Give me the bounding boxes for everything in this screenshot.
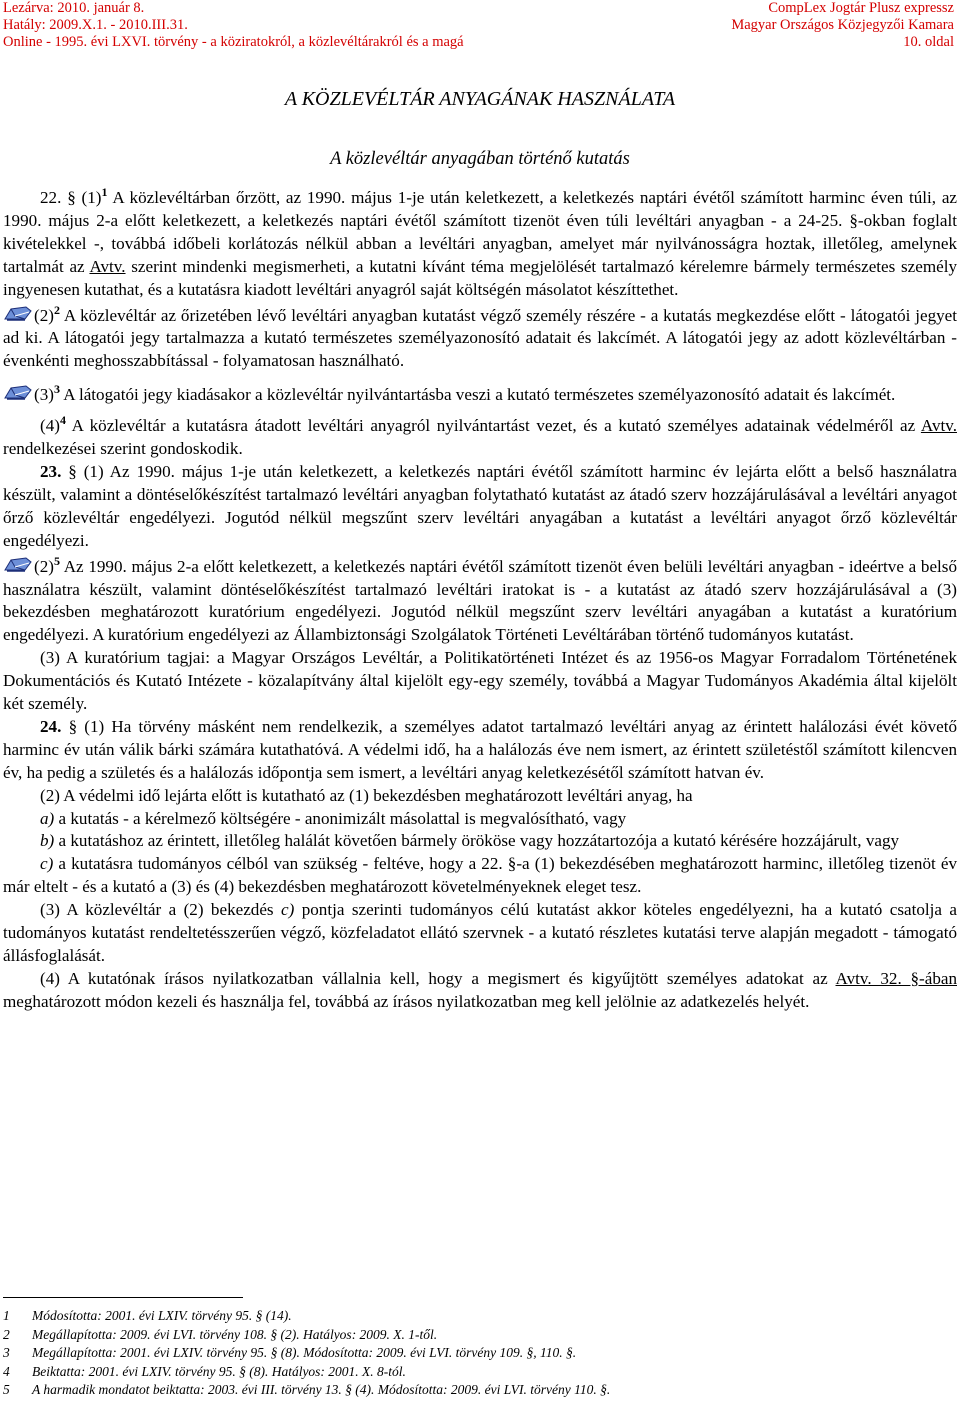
s24-paragraph-4: (4) A kutatónak írásos nyilatkozatban vállalnia kell, hogy a megismert és kigyűjtött személyes adatokat az Avtv. 32. §-ában meghatározott módon kezeli és használja fel, továbbá az írásos nyilatkozatban meg kell jelölnie az adatkezelés helyét. bbox=[3, 968, 957, 1011]
section-sign: § bbox=[67, 188, 76, 207]
s24-paragraph-3: (3) A közlevéltár a (2) bekezdés c) pontja szerinti tudományos célú kutatást akkor köteles engedélyezni, ha a kutató csatolja a tudományos kutatást rendeltetésszerűen végző, közfeladatot ellátó szervnek - a kutató részletes kutatási terve alapján megadott - támogató állásfoglalását. bbox=[3, 900, 957, 965]
lock-date: Lezárva: 2010. január 8. bbox=[3, 0, 145, 16]
s22-paragraph-3: $(3)^3$ A látogatói jegy kiadásakor a közlevéltár nyilvántartásba veszi a kutató természetes személyazonosító adatait és lakcímét. bbox=[3, 384, 957, 407]
product-name: CompLex Jogtár Plusz expressz bbox=[768, 0, 954, 16]
s24-paragraph-1: 24. § (1) Ha törvény másként nem rendelkezik, a személyes adatot tartalmazó levéltári anyag az érintett halálozási évét követő harminc év után válik bárki számára kutathatóvá. A védelmi idő, ha a halálozás éve nem ismert, az érintett születéstől számított kilencven év, ha pedig a születés és a halálozás időpontja sem ismert, a levéltári anyag keletkezésétől számított hatvan év. bbox=[3, 716, 957, 782]
s24-point-b: b) a kutatáshoz az érintett, illetőleg halálát követően bármely örököse vagy hozzátartozója a kutató kérésére hozzájárult, vagy bbox=[40, 831, 900, 851]
document-link-icon[interactable] bbox=[3, 385, 33, 401]
document-source: Online - 1995. évi LXVI. törvény - a köziratokról, a közlevéltárakról és a magá bbox=[3, 34, 464, 50]
footnote-ref-1[interactable]: 1 bbox=[101, 185, 108, 199]
footnote-ref-5[interactable]: 5 bbox=[53, 553, 60, 568]
footnote-3: 3 Megállapította: 2001. évi LXIV. törvény 95. § (8). Módosította: 2009. évi LVI. törvény 109. §, 110. §. bbox=[3, 1345, 577, 1360]
s22-paragraph-4: $(4)^4$ A közlevéltár a kutatásra átadott levéltári anyagról nyilvántartást vezet, és a kutató személyes adatainak védelméről az Avtv. rendelkezései szerint gondoskodik. bbox=[3, 413, 957, 459]
document-link-icon[interactable] bbox=[3, 557, 33, 573]
footnote-divider bbox=[3, 1297, 243, 1298]
section-subtitle: A közlevéltár anyagában történő kutatás bbox=[330, 149, 630, 169]
page-number: 10. oldal bbox=[903, 34, 954, 50]
page-header bbox=[0, 0, 960, 58]
chapter-title: A KÖZLEVÉLTÁR ANYAGÁNAK HASZNÁLATA bbox=[284, 88, 676, 110]
s23-paragraph-2: $(2)^5$ Az 1990. május 2-a előtt keletkezett, a keletkezés naptári évétől számított tizenöt éven belüli levéltári anyagban - ideértve a belső használatra készült, valamint döntéselőkészítést tartalmazó levéltári iratokat is - a kutatást az átadó szerv hozzájárulásával a (3) bekezdésben meghatározott kuratórium engedélyezi. Jogutód nélkül megszűnt szerv levéltári anyagában a kutatást a kuratórium engedélyezi. A kuratórium engedélyezi az Állambiztonsági Szolgálatok Történeti Levéltárában történő tudományos kutatást. bbox=[3, 553, 957, 645]
avtv-32-link[interactable]: Avtv. 32. §-ában bbox=[835, 968, 957, 988]
section-sign: § bbox=[849, 210, 858, 230]
footnote-5: 5 A harmadik mondatot beiktatta: 2003. évi III. törvény 13. § (4). Módosította: 2009. évi LVI. törvény 110. §. bbox=[3, 1382, 611, 1397]
avtv-link[interactable]: Avtv. bbox=[89, 256, 126, 276]
footnote-ref-2[interactable]: 2 bbox=[53, 302, 60, 317]
s24-number: 24. bbox=[40, 716, 62, 736]
footnote-4: 4 Beiktatta: 2001. évi LXIV. törvény 95. § (8). Hatályos: 2001. X. 8-tól. bbox=[3, 1363, 406, 1379]
section-sign: § bbox=[68, 716, 78, 736]
s24-point-c: c) a kutatásra tudományos célból van szükség - feltéve, hogy a 22. §-a (1) bekezdésében meghatározott harminc, illetőleg tizenöt év már eltelt - és a kutató a (3) és (4) bekezdésben meghatározott követelményeknek eleget tesz. bbox=[3, 854, 957, 897]
footnote-2: 2 Megállapította: 2009. évi LVI. törvény 108. § (2). Hatályos: 2009. X. 1-től. bbox=[3, 1326, 438, 1342]
s22-paragraph-1: 22. § $(1)^1$ A közlevéltárban őrzött, az 1990. május 1-je után keletkezett, a keletkezés naptári évétől számított harminc éven túli, az 1990. május 2-a előtt keletkezett, a keletkezés naptári évétől számított tizenöt éven túli levéltári anyagban - a 24-25. §-okban foglalt kivételekkel -, továbbá időbeli korlátozás nélkül abban a levéltári anyagban, amelyet már nyilvánosságra hoztak, illetőleg, amelynek tartalmát az Avtv. szerint mindenki megismerheti, a kutatni kívánt téma megjelölését tartalmazó kérelemre bármely természetes személy ingyenesen kutathat, és a kutatásra kiadott levéltári anyagról saját költségén másolatot készíttethet. bbox=[3, 185, 958, 299]
footnote-ref-4[interactable]: 4 bbox=[59, 413, 66, 428]
s24-paragraph-2: (2) A védelmi idő lejárta előtt is kutatható az (1) bekezdésben meghatározott levéltári anyag, ha bbox=[40, 785, 693, 805]
document-body bbox=[3, 86, 957, 1014]
section-sign: § bbox=[68, 461, 77, 481]
footnotes bbox=[3, 1297, 953, 1400]
document-link-icon[interactable] bbox=[3, 306, 33, 322]
avtv-link[interactable]: Avtv. bbox=[920, 416, 957, 436]
s23-paragraph-1: 23. § (1) Az 1990. május 1-je után keletkezett, a keletkezés naptári évétől számított harminc év lejárta előtt a belső használatra készült, valamint a döntéselőkészítést tartalmazó levéltári anyagban folytatható kutatást az átadó szerv hozzájárulásával a levéltári anyagot őrző közlevéltár engedélyezi. Jogutód nélkül megszűnt szerv levéltári anyagában a kutatást a levéltári anyagot őrző közlevéltár engedélyezi. bbox=[3, 461, 957, 550]
footnote-ref-3[interactable]: 3 bbox=[53, 382, 60, 397]
s22-number: 22. bbox=[40, 188, 62, 207]
s24-point-a: a) a kutatás - a kérelmező költségére - anonimizált másolattal is megvalósítható, vagy bbox=[40, 808, 627, 828]
validity-range: Hatály: 2009.X.1. - 2010.III.31. bbox=[3, 17, 188, 33]
publisher-name: Magyar Országos Közjegyzői Kamara bbox=[731, 17, 954, 33]
section-sign: § bbox=[507, 854, 517, 874]
footnote-1: 1 Módosította: 2001. évi LXIV. törvény 95. § (14). bbox=[3, 1308, 292, 1323]
s23-paragraph-3: (3) A kuratórium tagjai: a Magyar Országos Levéltár, a Politikatörténeti Intézet és az 1956-os Magyar Forradalom Történetének Dokumentációs és Kutató Intézete - közalapítvány által kijelölt egy-egy személy, továbbá a Magyar Tudományos Akadémia által kijelölt két személy. bbox=[3, 648, 957, 714]
s22-paragraph-2: $(2)^2$ A közlevéltár az őrizetében lévő levéltári anyagban kutatást végző személy részére - a kutatás megkezdése előtt - látogatói jegyet ad ki. A látogatói jegy tartalmazza a kutató természetes személyazonosító adatait és lakcímét. A látogatói jegy az adott közlevéltárban - évenkénti meghosszabbítással - folyamatosan használható. bbox=[3, 302, 957, 371]
s23-number: 23. bbox=[40, 461, 62, 481]
